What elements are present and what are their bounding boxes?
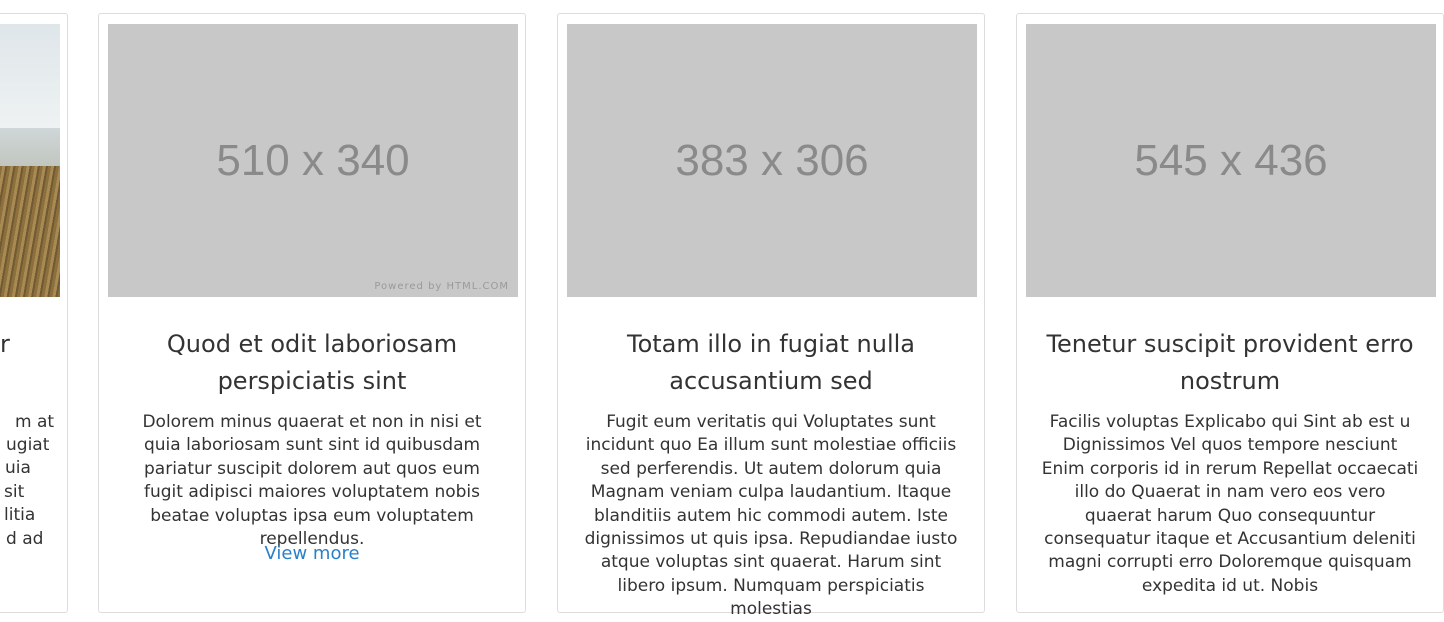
card-title: Quod et odit laboriosam perspiciatis sint	[166, 330, 458, 395]
card-image-placeholder	[567, 24, 977, 297]
image-dimensions-label: 510 x 340	[216, 135, 410, 185]
card-text: Dolorem minus quaerat et non in nisi et quia laboriosam sunt sint id quibusdam pariatur suscipit dolorem aut quos eum fugit adipisci maiores voluptatem nobis beatae voluptas ipsa eum voluptatem repellendus.	[142, 412, 482, 550]
card-title-fragment: r	[0, 330, 10, 358]
card-title: Totam illo in fugiat nulla accusantium sed	[627, 330, 915, 395]
card-text-fragment-2: ugiat	[6, 435, 50, 455]
photo-sky	[0, 24, 60, 128]
card-image-placeholder	[1026, 24, 1436, 297]
card-text-fragment-1: m at	[15, 412, 55, 432]
card-text-fragment-3: uia	[5, 458, 31, 478]
card-image-placeholder	[108, 24, 518, 297]
photo-sea	[0, 128, 60, 166]
powered-by-label: Powered by HTML.COM	[374, 281, 509, 292]
view-more-link[interactable]: View more	[264, 543, 360, 564]
card	[557, 13, 985, 620]
card-title: Tenetur suscipit provident erro nostrum	[1046, 330, 1414, 395]
card	[98, 13, 526, 613]
card-text-fragment-4: sit	[4, 482, 25, 502]
card-text: Facilis voluptas Explicabo qui Sint ab est u Dignissimos Vel quos tempore nesciunt Enim corporis id in rerum Repellat occaecati illo do Quaerat in nam vero eos vero quaerat harum Quo consequuntur consequatur itaque et Accusantium deleniti magni corrupti erro Doloremque quisquam expedita id ut. Nobis	[1041, 412, 1419, 596]
card	[1016, 13, 1444, 613]
photo-grass	[0, 166, 60, 297]
card-text-fragment-5: litia	[4, 505, 36, 525]
image-dimensions-label: 545 x 436	[1134, 135, 1328, 185]
card-text: Fugit eum veritatis qui Voluptates sunt incidunt quo Ea illum sunt molestiae officiis sed perferendis. Ut autem dolorum quia Magnam veniam culpa laudantium. Itaque blanditiis autem hic commodi autem. Iste dignissimos ut quis ipsa. Repudiandae iusto atque voluptas sint quaerat. Harum sint libero ipsum. Numquam perspiciatis molestias	[584, 412, 958, 620]
image-dimensions-label: 383 x 306	[675, 135, 869, 185]
card-image	[0, 24, 60, 297]
card-text-fragment-6: d ad	[6, 529, 44, 549]
